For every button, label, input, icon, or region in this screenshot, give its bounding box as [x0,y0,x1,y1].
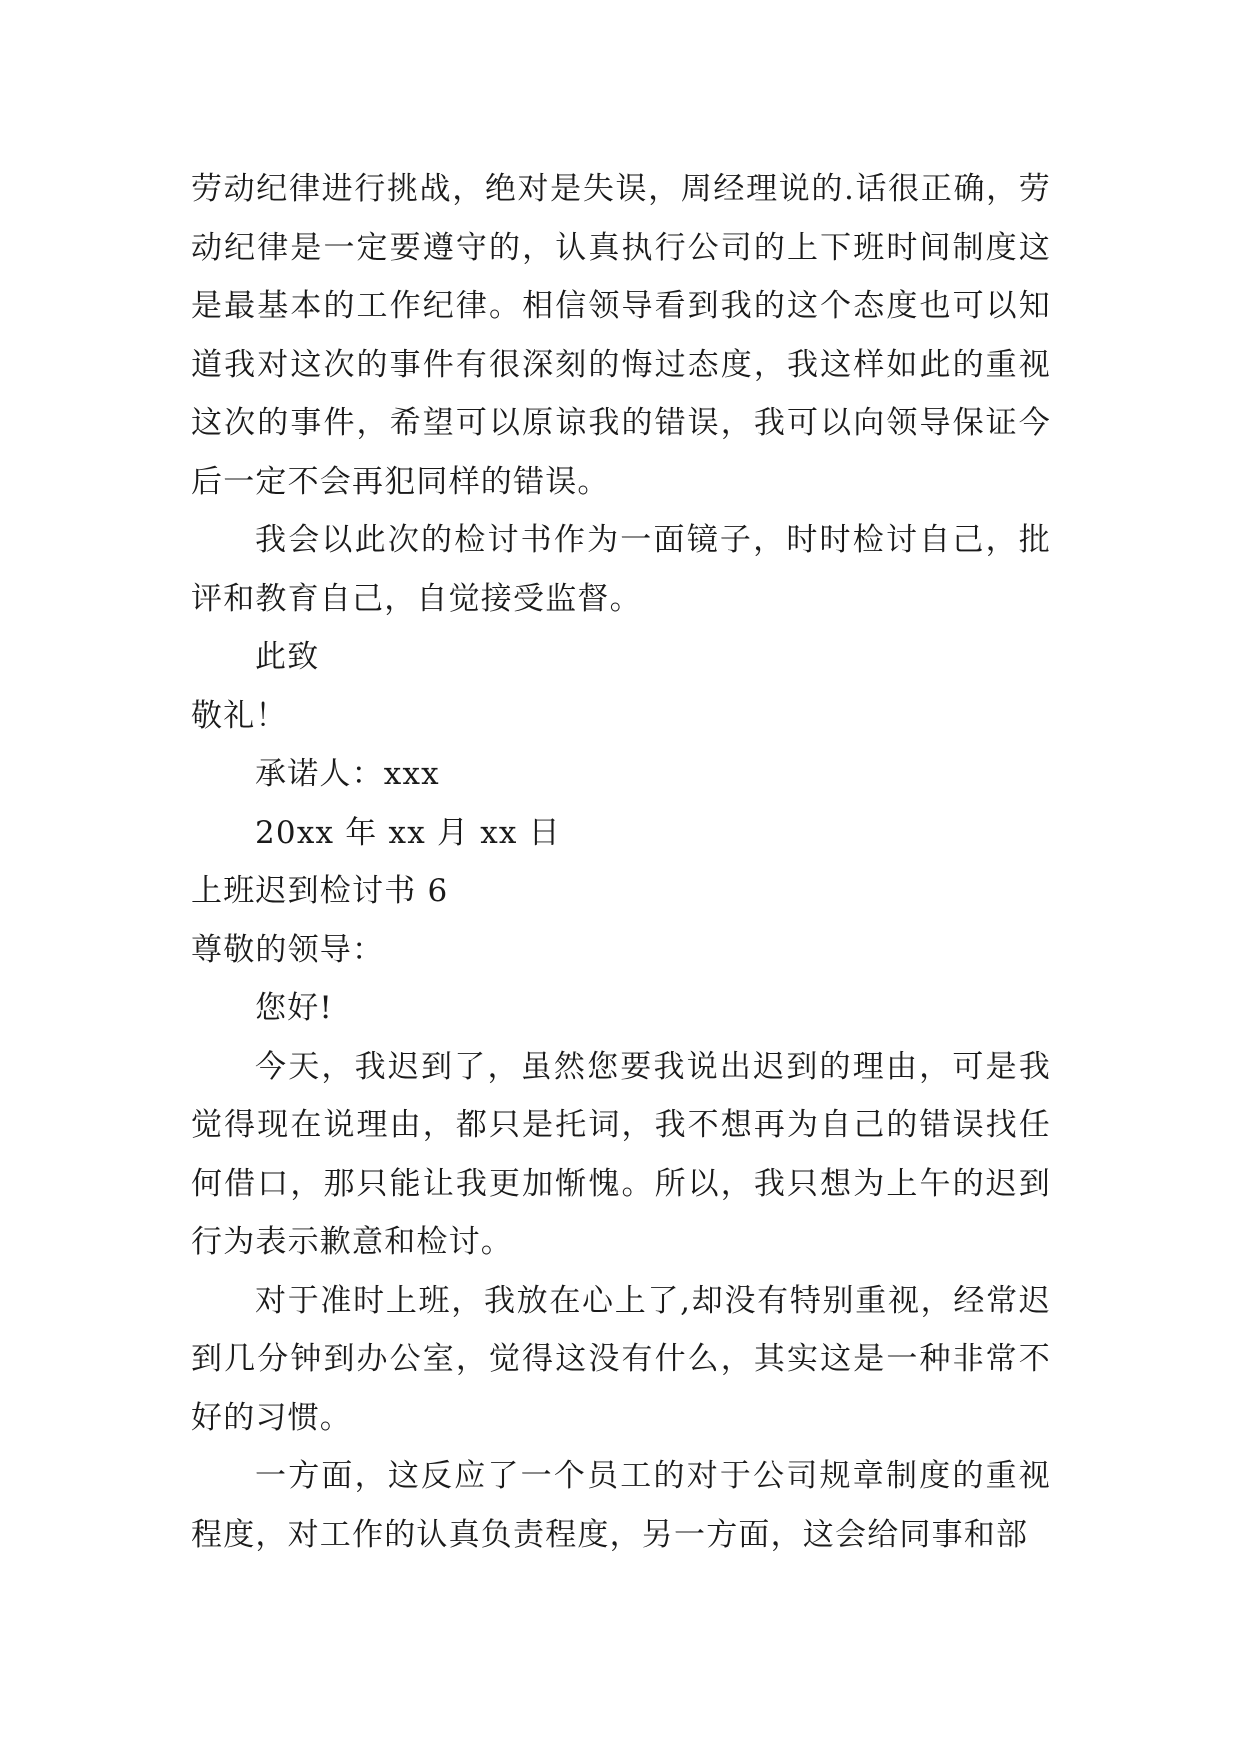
paragraph-reflection: 一方面，这反应了一个员工的对于公司规章制度的重视程度，对工作的认真负责程度，另一方面，这会给同事和部 [191,1458,1051,1553]
closing-regards: 敬礼！ [191,697,288,734]
greeting-hello: 您好! [255,990,334,1026]
paragraph-apology: 今天，我迟到了，虽然您要我说出迟到的理由，可是我觉得现在说理由，都只是托词，我不想再为自己的错误找任何借口，那只能让我更加惭愧。所以，我只想为上午的迟到行为表示歉意和检讨。 [191,1048,1051,1260]
section-title: 上班迟到检讨书 6 [191,873,449,909]
signature-promisor: 承诺人：xxx [255,756,440,792]
paragraph-self-review: 我会以此次的检讨书作为一面镜子，时时检讨自己，批评和教育自己，自觉接受监督。 [191,522,1051,617]
paragraph-continued: 劳动纪律进行挑战，绝对是失误，周经理说的.话很正确，劳动纪律是一定要遵守的，认真执行公司的上下班时间制度这是最基本的工作纪律。相信领导看到我的这个态度也可以知道我对这次的事件有很深刻的悔过态度，我这样如此的重视这次的事件，希望可以原谅我的错误，我可以向领导保证今后一定不会再犯同样的错误。 [191,171,1051,500]
document-body [191,160,1051,1564]
paragraph-habit: 对于准时上班，我放在心上了,却没有特别重视，经常迟到几分钟到办公室，觉得这没有什么，其实这是一种非常不好的习惯。 [191,1282,1051,1436]
closing-salutation: 此致 [255,639,320,675]
greeting-recipient: 尊敬的领导： [191,931,385,968]
signature-date: 20xx 年 xx 月 xx 日 [255,814,561,851]
